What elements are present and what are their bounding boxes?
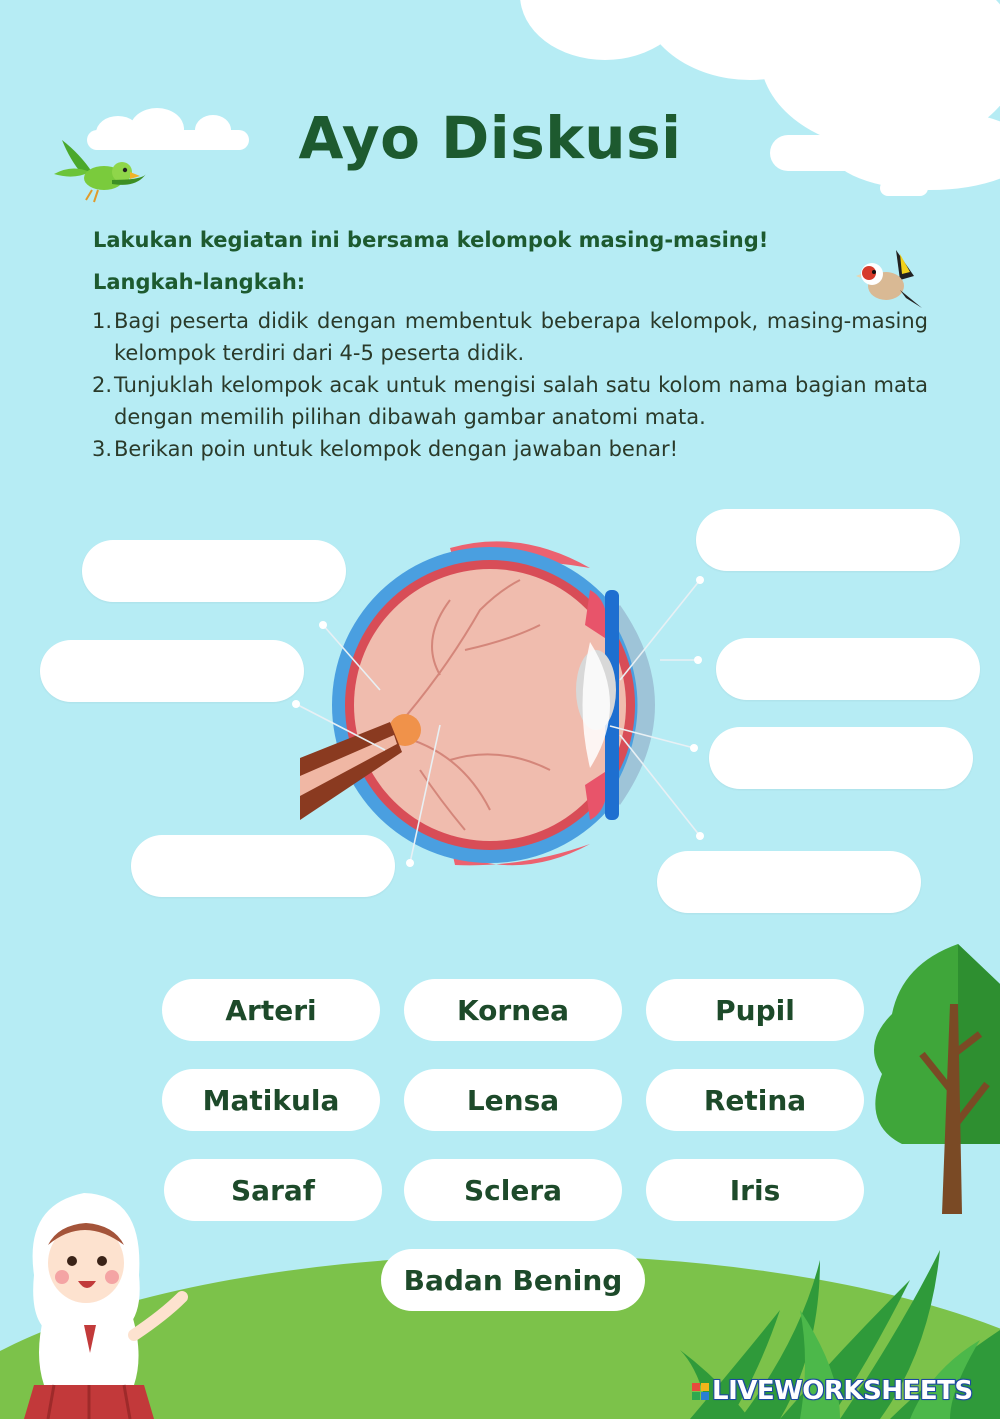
steps-heading: Langkah-langkah: xyxy=(93,270,306,294)
answer-blank-7[interactable] xyxy=(657,851,921,913)
tree-icon xyxy=(862,944,1000,1216)
choice-saraf[interactable]: Saraf xyxy=(164,1159,382,1221)
instruction-intro: Lakukan kegiatan ini bersama kelompok masing-masing! xyxy=(93,228,769,252)
choice-lensa[interactable]: Lensa xyxy=(404,1069,622,1131)
answer-blank-5[interactable] xyxy=(716,638,980,700)
choice-arteri[interactable]: Arteri xyxy=(162,979,380,1041)
choice-kornea[interactable]: Kornea xyxy=(404,979,622,1041)
step-item xyxy=(92,433,928,465)
choice-sclera[interactable]: Sclera xyxy=(404,1159,622,1221)
step-number: 2. xyxy=(92,373,113,397)
step-text: Bagi peserta didik dengan membentuk beberapa kelompok, masing-masing kelompok terdiri dari 4-5 peserta didik. xyxy=(114,309,928,365)
step-item xyxy=(92,369,928,433)
step-text: Berikan poin untuk kelompok dengan jawaban benar! xyxy=(114,437,679,461)
choice-iris[interactable]: Iris xyxy=(646,1159,864,1221)
step-number: 3. xyxy=(92,437,113,461)
step-number: 1. xyxy=(92,309,113,333)
choice-retina[interactable]: Retina xyxy=(646,1069,864,1131)
answer-blank-6[interactable] xyxy=(709,727,973,789)
watermark-text: LIVEWORKSHEETS xyxy=(712,1376,973,1406)
choice-pupil[interactable]: Pupil xyxy=(646,979,864,1041)
choice-matikula[interactable]: Matikula xyxy=(162,1069,380,1131)
answer-blank-1[interactable] xyxy=(82,540,346,602)
choice-badan-bening[interactable]: Badan Bening xyxy=(381,1249,645,1311)
liveworksheets-logo-icon xyxy=(692,1383,709,1400)
eye-anatomy-diagram xyxy=(290,530,720,880)
step-text: Tunjuklah kelompok acak untuk mengisi salah satu kolom nama bagian mata dengan memilih pilihan dibawah gambar anatomi mata. xyxy=(114,373,928,429)
step-item xyxy=(92,305,928,369)
goldfinch-bird-icon xyxy=(856,246,924,314)
page-title: Ayo Diskusi xyxy=(298,104,682,172)
student-girl-illustration xyxy=(14,1185,199,1419)
steps-list xyxy=(92,305,928,465)
liveworksheets-watermark xyxy=(692,1376,973,1406)
answer-blank-3[interactable] xyxy=(131,835,395,897)
answer-blank-2[interactable] xyxy=(40,640,304,702)
answer-blank-4[interactable] xyxy=(696,509,960,571)
